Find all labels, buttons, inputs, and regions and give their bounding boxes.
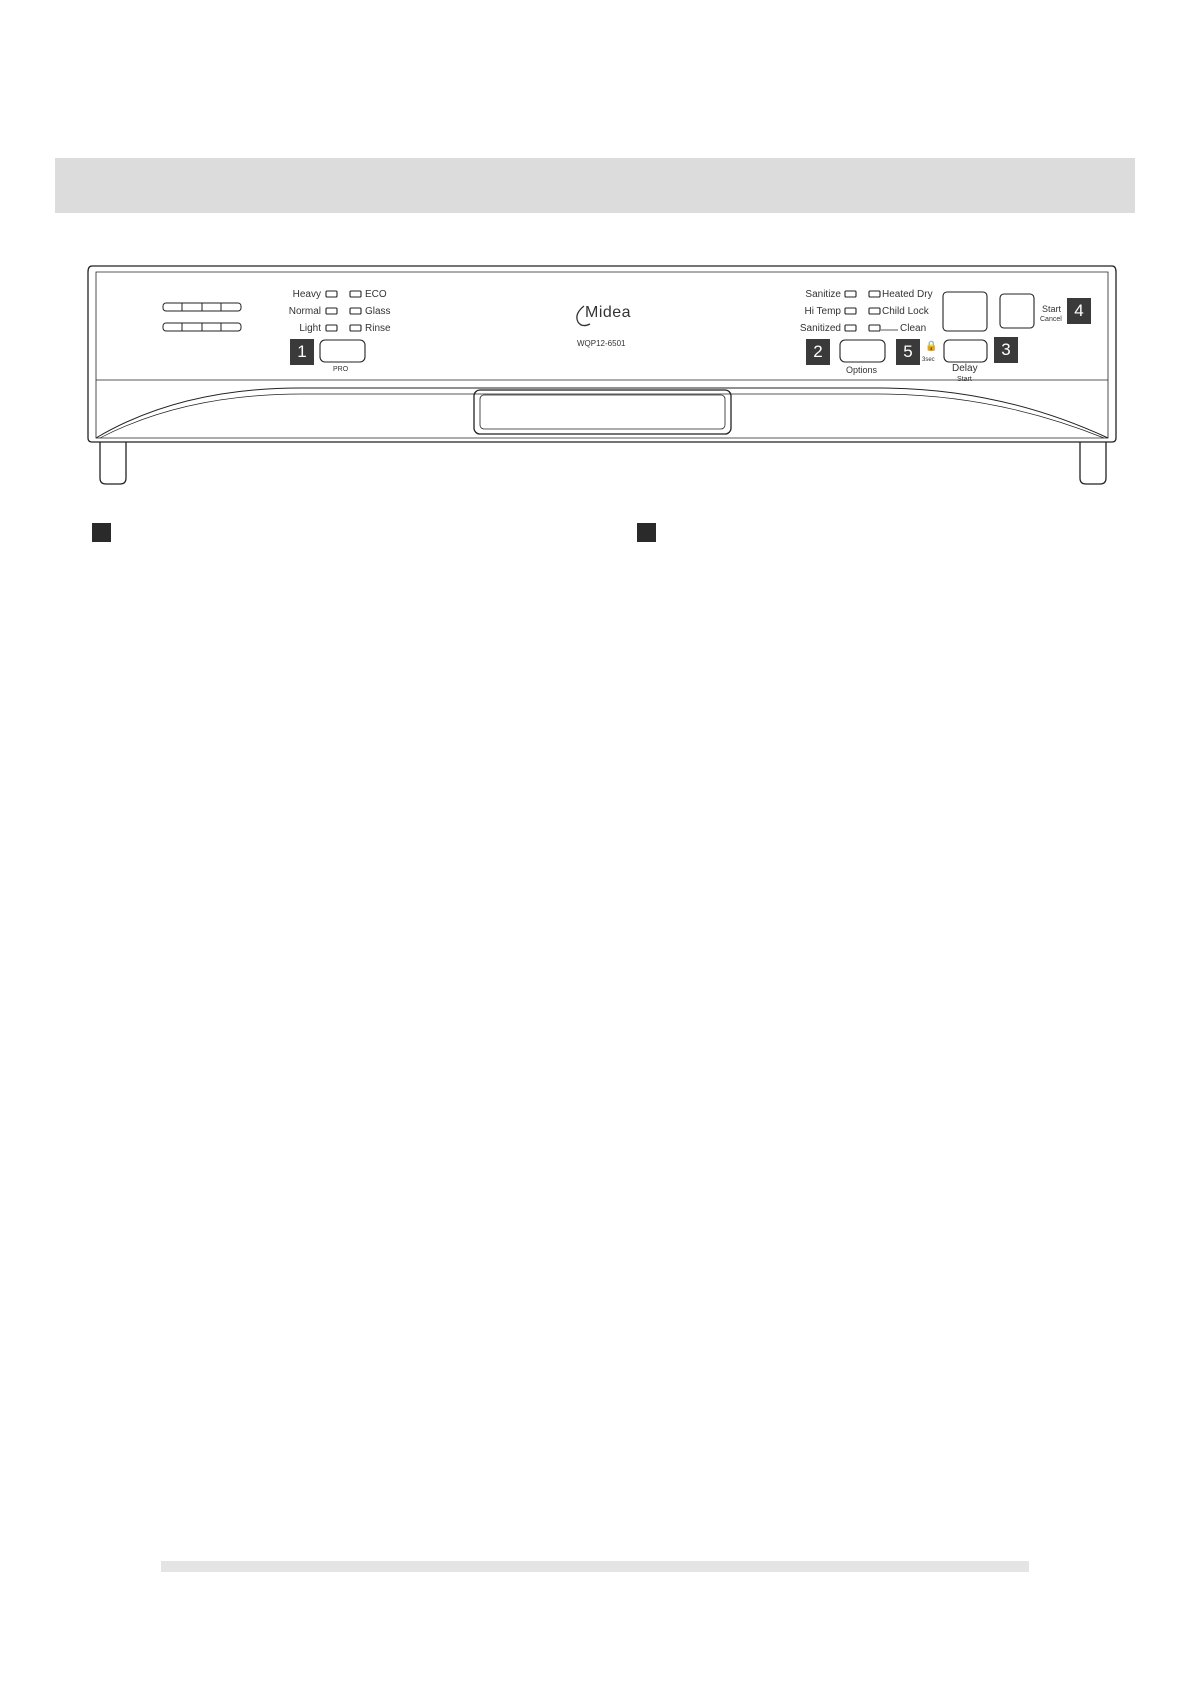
control-panel-drawing bbox=[0, 0, 1191, 500]
start-button-label: Start bbox=[1042, 304, 1062, 314]
callout-2: 2 bbox=[806, 339, 830, 365]
callout-1: 1 bbox=[290, 339, 314, 365]
option-label-sanitized: Sanitized bbox=[799, 323, 841, 334]
delay-button[interactable] bbox=[944, 340, 987, 362]
lock-icon: 🔒 bbox=[925, 341, 938, 352]
pro-button-label: PRO bbox=[333, 366, 349, 373]
section-bullet-right bbox=[637, 523, 656, 542]
cycle-label-light: Light bbox=[299, 323, 321, 334]
callout-3: 3 bbox=[994, 337, 1018, 363]
cycle-label-rinse: Rinse bbox=[365, 323, 391, 334]
option-label-child-lock: Child Lock bbox=[882, 306, 929, 317]
cycle-label-eco: ECO bbox=[365, 289, 387, 300]
option-label-heated-dry: Heated Dry bbox=[882, 289, 933, 300]
display-window bbox=[943, 292, 987, 331]
callout-5: 5 bbox=[896, 339, 920, 365]
cycle-label-glass: Glass bbox=[365, 306, 391, 317]
cycle-label-heavy: Heavy bbox=[292, 289, 321, 300]
options-button-label: Options bbox=[846, 365, 878, 375]
pro-button[interactable] bbox=[320, 340, 365, 362]
option-label-sanitize: Sanitize bbox=[805, 289, 841, 300]
footer-bar bbox=[161, 1561, 1029, 1572]
delay-button-sub-label: Start bbox=[957, 376, 972, 383]
cycle-label-normal: Normal bbox=[288, 306, 321, 317]
lock-hint: 3sec bbox=[922, 357, 935, 363]
options-button[interactable] bbox=[840, 340, 885, 362]
option-label-hi-temp: Hi Temp bbox=[804, 306, 841, 317]
brand-name: Midea bbox=[585, 304, 632, 321]
model-number: WQP12-6501 bbox=[577, 339, 626, 348]
option-label-clean: Clean bbox=[900, 323, 927, 334]
section-bullet-left bbox=[92, 523, 111, 542]
delay-button-label: Delay bbox=[952, 363, 978, 374]
callout-4: 4 bbox=[1067, 298, 1091, 324]
start-button-sub-label: Cancel bbox=[1040, 316, 1062, 323]
start-button[interactable] bbox=[1000, 294, 1034, 328]
